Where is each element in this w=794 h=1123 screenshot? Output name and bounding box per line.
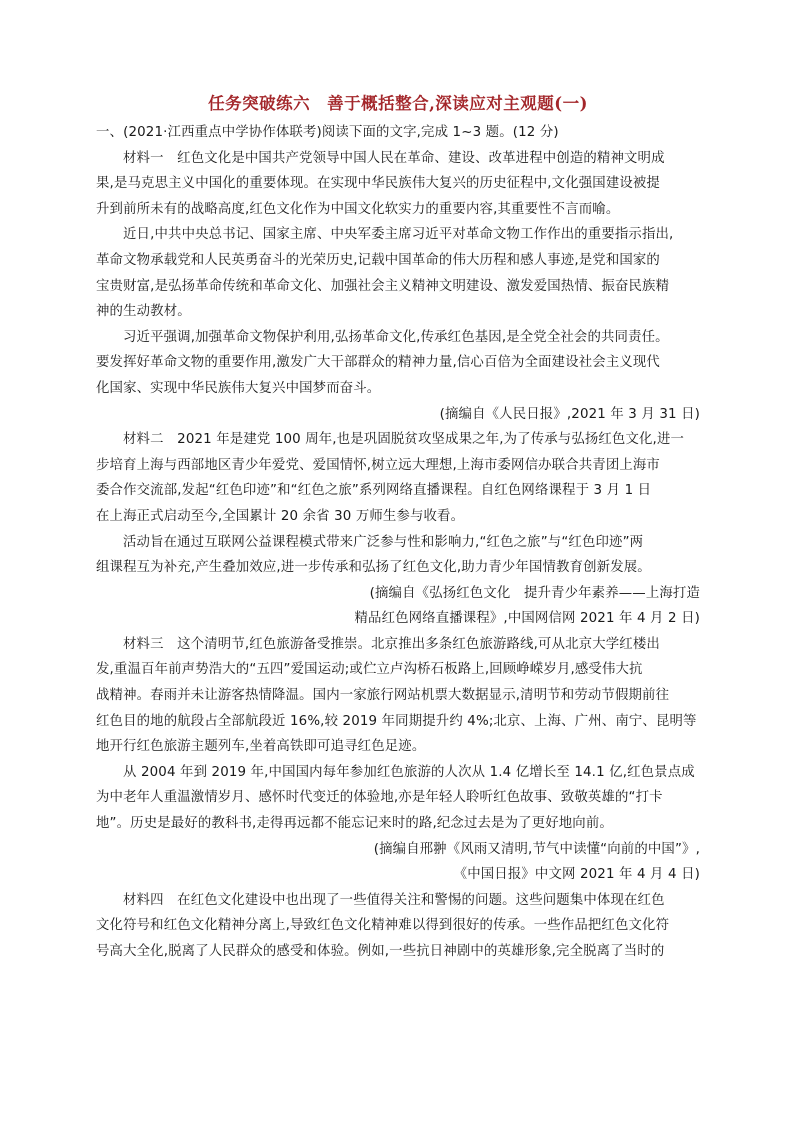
text-line: 宝贵财富,是弘扬革命传统和革命文化、加强社会主义精神文明建设、激发爱国热情、振奋民族精 <box>96 278 670 294</box>
text-line: 地”。历史是最好的教科书,走得再远都不能忘记来时的路,纪念过去是为了更好地向前。 <box>96 816 613 832</box>
text-line: 委合作交流部,发起“红色印迹”和“红色之旅”系列网络直播课程。自红色网络课程于 3 月 1 日 <box>96 483 652 499</box>
material-3-source: (摘编自邢翀《风雨又清明,节气中读懂“向前的中国”》, <box>373 841 700 857</box>
material-2-source: (摘编自《弘扬红色文化 提升青少年素养——上海打造 <box>369 585 700 601</box>
text-line: 战精神。春雨并未让游客热情降温。国内一家旅行网站机票大数据显示,清明节和劳动节假期前往 <box>96 688 670 704</box>
text-line: 组课程互为补充,产生叠加效应,进一步传承和弘扬了红色文化,助力青少年国情教育创新发展。 <box>96 560 651 576</box>
text-line: 号高大全化,脱离了人民群众的感受和体验。例如,一些抗日神剧中的英雄形象,完全脱离了当时的 <box>96 944 665 959</box>
material-3 <box>96 632 700 888</box>
page-title: 任务突破练六 善于概括整合,深读应对主观题(一) <box>208 94 588 113</box>
material-2-source: 精品红色网络直播课程》,中国网信网 2021 年 4 月 2 日) <box>354 611 700 627</box>
material-1-paragraph-3 <box>96 325 700 402</box>
material-1 <box>96 146 700 428</box>
material-2-paragraph-2 <box>96 530 700 581</box>
text-line: 在上海正式启动至今,全国累计 20 余省 30 万师生参与收看。 <box>96 508 465 524</box>
text-line: 材料四 在红色文化建设中也出现了一些值得关注和警惕的问题。这些问题集中体现在红色 <box>123 892 665 908</box>
material-3-paragraph-2 <box>96 760 700 837</box>
material-3-paragraph-1 <box>96 632 700 760</box>
material-4 <box>96 888 700 965</box>
text-line: 地开行红色旅游主题列车,坐着高铁即可追寻红色足迹。 <box>96 739 426 755</box>
text-line: 升到前所未有的战略高度,红色文化作为中国文化软实力的重要内容,其重要性不言而喻。 <box>96 201 620 217</box>
text-line: 神的生动教材。 <box>96 304 191 320</box>
text-line: 从 2004 年到 2019 年,中国国内每年参加红色旅游的人次从 1.4 亿增长至 14.1 亿,红色景点成 <box>123 764 695 780</box>
question-intro: 一、(2021·江西重点中学协作体联考)阅读下面的文字,完成 1~3 题。(12 分) <box>96 125 559 140</box>
text-line: 果,是马克思主义中国化的重要体现。在实现中华民族伟大复兴的历史征程中,文化强国建设被提 <box>96 176 660 192</box>
text-line: 要发挥好革命文物的重要作用,激发广大干部群众的精神力量,信心百倍为全面建设社会主义现代 <box>96 355 660 371</box>
text-line: 发,重温百年前声势浩大的“五四”爱国运动;或伫立卢沟桥石板路上,回顾峥嵘岁月,感受伟大抗 <box>96 662 643 678</box>
text-line: 活动旨在通过互联网公益课程模式带来广泛参与性和影响力,“红色之旅”与“红色印迹”两 <box>123 534 644 550</box>
material-4-paragraph-1 <box>96 888 700 965</box>
text-line: 材料三 这个清明节,红色旅游备受推崇。北京推出多条红色旅游路线,可从北京大学红楼出 <box>123 636 660 652</box>
text-line: 材料二 2021 年是建党 100 周年,也是巩固脱贫攻坚成果之年,为了传承与弘扬红色文化,进一 <box>123 432 685 448</box>
material-1-paragraph-2 <box>96 222 700 324</box>
text-line: 为中老年人重温激情岁月、感怀时代变迁的体验地,亦是年轻人聆听红色故事、致敬英雄的“打卡 <box>96 790 663 806</box>
document-page <box>96 92 700 965</box>
text-line: 革命文物承载党和人民英勇奋斗的光荣历史,记载中国革命的伟大历程和感人事迹,是党和国家的 <box>96 252 660 268</box>
material-3-source: 《中国日报》中文网 2021 年 4 月 4 日) <box>453 867 700 883</box>
text-line: 红色目的地的航段占全部航段近 16%,较 2019 年同期提升约 4%;北京、上海、广州、南宁、昆明等 <box>96 713 697 729</box>
material-1-source: (摘编自《人民日报》,2021 年 3 月 31 日) <box>439 406 700 422</box>
material-1-paragraph-1 <box>96 146 700 223</box>
text-line: 近日,中共中央总书记、国家主席、中央军委主席习近平对革命文物工作作出的重要指示指出, <box>123 227 674 243</box>
material-2 <box>96 427 700 632</box>
text-line: 文化符号和红色文化精神分离上,导致红色文化精神难以得到很好的传承。一些作品把红色文化符 <box>96 918 670 934</box>
material-2-paragraph-1 <box>96 427 700 529</box>
text-line: 化国家、实现中华民族伟大复兴中国梦而奋斗。 <box>96 380 381 396</box>
text-line: 步培育上海与西部地区青少年爱党、爱国情怀,树立远大理想,上海市委网信办联合共青团上海市 <box>96 457 660 473</box>
text-line: 材料一 红色文化是中国共产党领导中国人民在革命、建设、改革进程中创造的精神文明成 <box>123 150 665 166</box>
text-line: 习近平强调,加强革命文物保护利用,弘扬革命文化,传承红色基因,是全党全社会的共同责任。 <box>123 329 669 345</box>
